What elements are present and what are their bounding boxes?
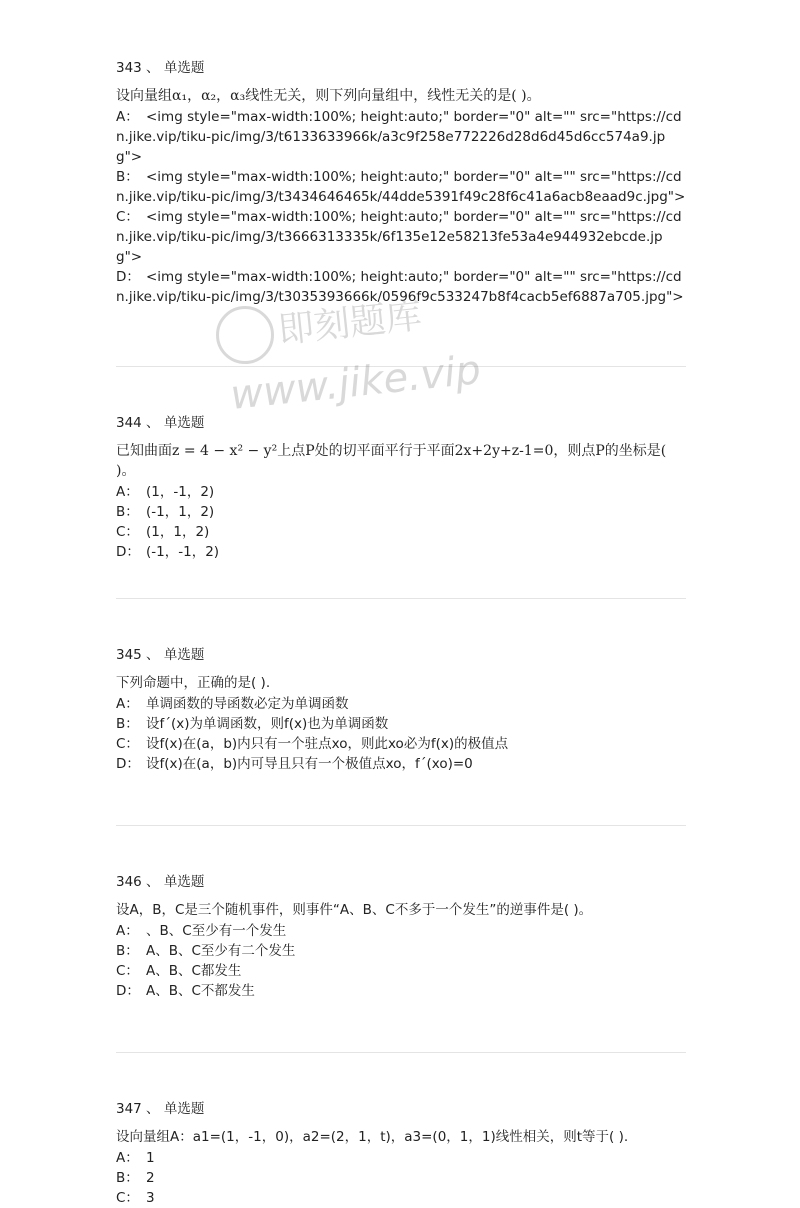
option-text: A、B、C都发生: [146, 963, 242, 979]
option-key: C：: [116, 524, 139, 540]
option-key: D：: [116, 983, 140, 999]
option-key: B：: [116, 504, 139, 520]
option-b[interactable]: [116, 941, 686, 961]
option-b[interactable]: [116, 1168, 686, 1188]
option-key: A：: [116, 484, 139, 500]
option-text: 设f(x)在(a，b)内只有一个驻点xo，则此xo必为f(x)的极值点: [146, 736, 509, 752]
option-a[interactable]: [116, 1148, 686, 1168]
question-346: [116, 872, 686, 1052]
option-text: A、B、C不都发生: [146, 983, 255, 999]
question-stem: 设向量组A：a1=(1，-1，0)，a2=(2，1，t)，a3=(0，1，1)线性相关，则t等于( ).: [116, 1129, 629, 1145]
option-a[interactable]: [116, 921, 686, 941]
option-text: 设f´(x)为单调函数，则f(x)也为单调函数: [146, 716, 389, 732]
option-b[interactable]: [116, 714, 686, 734]
question-345: [116, 645, 686, 825]
option-text: 3: [146, 1190, 155, 1206]
question-type: 单选题: [163, 60, 205, 76]
option-key: A：: [116, 696, 139, 712]
question-list: [116, 58, 686, 1208]
question-347: [116, 1099, 686, 1208]
option-key: D：: [116, 544, 140, 560]
question-type: 单选题: [163, 1101, 205, 1117]
option-d[interactable]: [116, 542, 686, 562]
option-key: B：: [116, 943, 139, 959]
option-key: B：: [116, 169, 139, 185]
option-text: (-1，1，2): [146, 504, 215, 520]
question-number: 343 、: [116, 60, 160, 76]
option-key: D：: [116, 756, 140, 772]
option-text: <img style="max-width:100%; height:auto;" border="0" alt="" src="https://cdn.jike.vip/tiku-pic/img/3/t3434646465k/44dde5391f49c28f6c41a6acb8eaad9c.jpg">: [116, 169, 686, 205]
option-a[interactable]: [116, 107, 686, 167]
watermark-url: www.jike.vip: [228, 346, 483, 420]
option-key: C：: [116, 736, 139, 752]
question-header: [116, 1099, 686, 1121]
question-344: [116, 413, 686, 598]
option-key: A：: [116, 1150, 139, 1166]
option-text: 设f(x)在(a，b)内可导且只有一个极值点xo，f´(xo)=0: [146, 756, 473, 772]
option-text: <img style="max-width:100%; height:auto;" border="0" alt="" src="https://cdn.jike.vip/tiku-pic/img/3/t3666313335k/6f135e12e58213fe53a4e944932ebcde.jpg">: [116, 209, 682, 265]
option-key: B：: [116, 716, 139, 732]
option-c[interactable]: [116, 734, 686, 754]
option-c[interactable]: [116, 207, 686, 267]
question-type: 单选题: [163, 415, 205, 431]
question-header: [116, 58, 686, 80]
option-b[interactable]: [116, 167, 686, 207]
option-a[interactable]: [116, 694, 686, 714]
watermark-brand: 即刻题库: [276, 295, 424, 352]
option-a[interactable]: [116, 482, 686, 502]
option-c[interactable]: [116, 961, 686, 981]
option-d[interactable]: [116, 267, 686, 307]
option-text: (-1，-1，2): [146, 544, 220, 560]
option-text: 单调函数的导函数必定为单调函数: [146, 696, 349, 712]
question-stem: 设向量组α₁，α₂，α₃线性无关，则下列向量组中，线性无关的是( )。: [116, 88, 541, 104]
question-stem: 下列命题中，正确的是( ).: [116, 675, 271, 691]
option-key: C：: [116, 963, 139, 979]
question-type: 单选题: [163, 874, 205, 890]
question-number: 344 、: [116, 415, 160, 431]
option-c[interactable]: [116, 522, 686, 542]
option-key: A：: [116, 923, 139, 939]
question-header: [116, 872, 686, 894]
question-header: [116, 645, 686, 667]
question-stem: 已知曲面z = 4 − x² − y²上点P处的切平面平行于平面2x+2y+z-1=0，则点P的坐标是( )。: [116, 443, 667, 479]
option-key: B：: [116, 1170, 139, 1186]
question-type: 单选题: [163, 647, 205, 663]
question-number: 346 、: [116, 874, 160, 890]
option-c[interactable]: [116, 1188, 686, 1208]
option-d[interactable]: [116, 754, 686, 774]
option-key: C：: [116, 1190, 139, 1206]
option-text: 2: [146, 1170, 155, 1186]
option-key: D：: [116, 269, 140, 285]
option-text: (1，-1，2): [146, 484, 215, 500]
option-text: 1: [146, 1150, 155, 1166]
question-343: [116, 58, 686, 366]
question-number: 347 、: [116, 1101, 160, 1117]
option-d[interactable]: [116, 981, 686, 1001]
question-header: [116, 413, 686, 435]
option-key: A：: [116, 109, 139, 125]
option-b[interactable]: [116, 502, 686, 522]
question-stem: 设A，B，C是三个随机事件，则事件“A、B、C不多于一个发生”的逆事件是( )。: [116, 902, 593, 918]
option-text: 、B、C至少有一个发生: [146, 923, 287, 939]
question-number: 345 、: [116, 647, 160, 663]
option-text: <img style="max-width:100%; height:auto;" border="0" alt="" src="https://cdn.jike.vip/tiku-pic/img/3/t6133633966k/a3c9f258e772226d28d6d45d6cc574a9.jpg">: [116, 109, 682, 165]
option-key: C：: [116, 209, 139, 225]
option-text: A、B、C至少有二个发生: [146, 943, 296, 959]
option-text: (1，1，2): [146, 524, 210, 540]
option-text: <img style="max-width:100%; height:auto;" border="0" alt="" src="https://cdn.jike.vip/tiku-pic/img/3/t3035393666k/0596f9c533247b8f4cacb5ef6887a705.jpg">: [116, 269, 684, 305]
